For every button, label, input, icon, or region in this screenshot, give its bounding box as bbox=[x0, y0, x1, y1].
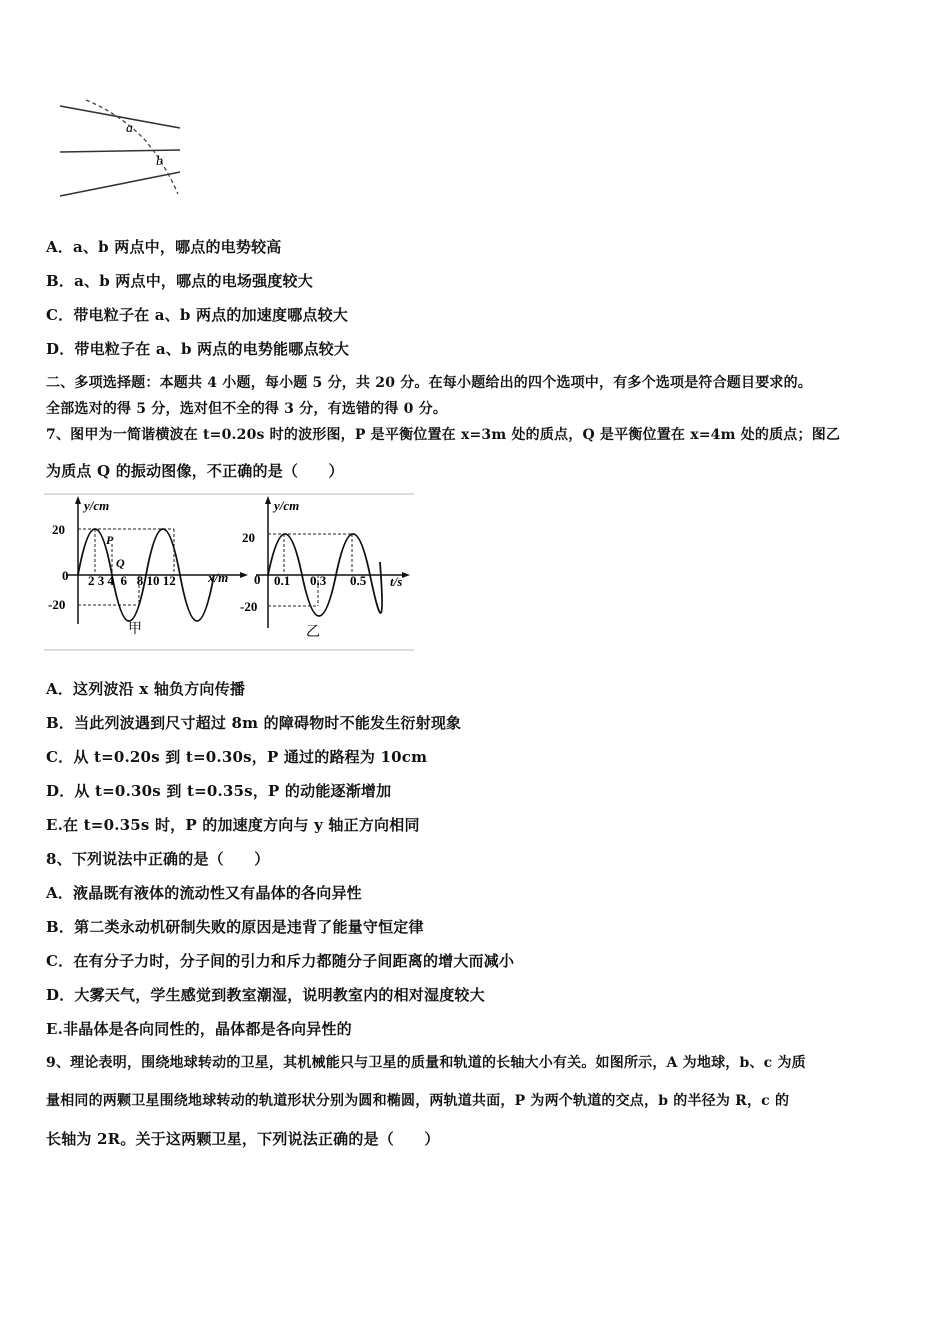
yi-y-tick-neg20: -20 bbox=[240, 599, 258, 614]
graph-jia bbox=[48, 496, 248, 637]
yi-x-tick-0.1: 0.1 bbox=[274, 573, 291, 588]
q6-option-b: B．a、b 两点中，哪点的电场强度较大 bbox=[46, 272, 313, 290]
lower-line bbox=[60, 172, 180, 196]
jia-point-p: P bbox=[106, 533, 114, 547]
jia-x-label: x/m bbox=[208, 570, 229, 585]
jia-x-ticks: 2 3 4 6 8 10 12 bbox=[88, 573, 176, 588]
upper-line bbox=[60, 106, 180, 128]
jia-y-label: y/cm bbox=[84, 498, 110, 513]
section2-line2: 全部选对的得 5 分，选对但不全的得 3 分，有选错的得 0 分。 bbox=[46, 401, 448, 417]
jia-y-tick-20: 20 bbox=[52, 522, 65, 537]
yi-x-label: t/s bbox=[390, 574, 403, 589]
jia-caption: 甲 bbox=[128, 622, 142, 637]
q8-option-a: A．液晶既有液体的流动性又有晶体的各向异性 bbox=[46, 884, 362, 902]
q7-option-a: A．这列波沿 x 轴负方向传播 bbox=[46, 680, 246, 698]
q9-line1: 9、理论表明，围绕地球转动的卫星，其机械能只与卫星的质量和轨道的长轴大小有关。如图所示，A 为地球，b、c 为质 bbox=[46, 1055, 806, 1071]
yi-caption: 乙 bbox=[306, 625, 320, 640]
q7-graphs bbox=[44, 492, 416, 654]
q6-option-a: A．a、b 两点中，哪点的电势较高 bbox=[46, 238, 282, 256]
jia-y-tick-0: 0 bbox=[62, 568, 69, 583]
q7-graphs-svg bbox=[44, 492, 416, 654]
middle-line bbox=[60, 150, 180, 152]
q6-option-c: C．带电粒子在 a、b 两点的加速度哪点较大 bbox=[46, 306, 348, 324]
section2-line1: 二、多项选择题：本题共 4 小题，每小题 5 分，共 20 分。在每小题给出的四个选项中，有多个选项是符合题目要求的。 bbox=[46, 375, 813, 391]
q7-option-e: E.在 t=0.35s 时，P 的加速度方向与 y 轴正方向相同 bbox=[46, 816, 420, 834]
q9-line3: 长轴为 2R。关于这两颗卫星，下列说法正确的是（ ） bbox=[46, 1130, 440, 1148]
q7-option-b: B．当此列波遇到尺寸超过 8m 的障碍物时不能发生衍射现象 bbox=[46, 714, 462, 732]
q6-option-d: D．带电粒子在 a、b 两点的电势能哪点较大 bbox=[46, 340, 350, 358]
graph-yi bbox=[240, 496, 410, 640]
q8-stem: 8、下列说法中正确的是（ ） bbox=[46, 850, 270, 868]
q8-option-b: B．第二类永动机研制失败的原因是违背了能量守恒定律 bbox=[46, 918, 424, 936]
label-a: a bbox=[126, 121, 133, 136]
jia-y-tick-neg20: -20 bbox=[48, 597, 66, 612]
q9-line2: 量相同的两颗卫星围绕地球转动的轨道形状分别为圆和椭圆，两轨道共面，P 为两个轨道的交点，b 的半径为 R，c 的 bbox=[46, 1093, 790, 1109]
yi-x-tick-0.5: 0.5 bbox=[350, 573, 367, 588]
yi-y-tick-0: 0 bbox=[254, 572, 261, 587]
field-lines-figure bbox=[50, 92, 190, 202]
yi-x-tick-0.3: 0.3 bbox=[310, 573, 327, 588]
yi-y-label: y/cm bbox=[274, 498, 300, 513]
q8-option-c: C．在有分子力时，分子间的引力和斥力都随分子间距离的增大而减小 bbox=[46, 952, 515, 970]
q7-option-c: C．从 t=0.20s 到 t=0.30s，P 通过的路程为 10cm bbox=[46, 748, 428, 766]
label-b: b bbox=[156, 154, 163, 169]
field-lines-svg bbox=[50, 92, 190, 202]
q7-option-d: D．从 t=0.30s 到 t=0.35s，P 的动能逐渐增加 bbox=[46, 782, 392, 800]
q8-option-e: E.非晶体是各向同性的，晶体都是各向异性的 bbox=[46, 1020, 352, 1038]
yi-y-tick-20: 20 bbox=[242, 530, 255, 545]
q8-option-d: D．大雾天气，学生感觉到教室潮湿，说明教室内的相对湿度较大 bbox=[46, 986, 485, 1004]
jia-point-q: Q bbox=[116, 556, 125, 570]
q7-stem-line1: 7、图甲为一简谐横波在 t=0.20s 时的波形图，P 是平衡位置在 x=3m 处的质点，Q 是平衡位置在 x=4m 处的质点；图乙 bbox=[46, 427, 841, 443]
q7-stem-line2: 为质点 Q 的振动图像，不正确的是（ ） bbox=[46, 462, 344, 480]
